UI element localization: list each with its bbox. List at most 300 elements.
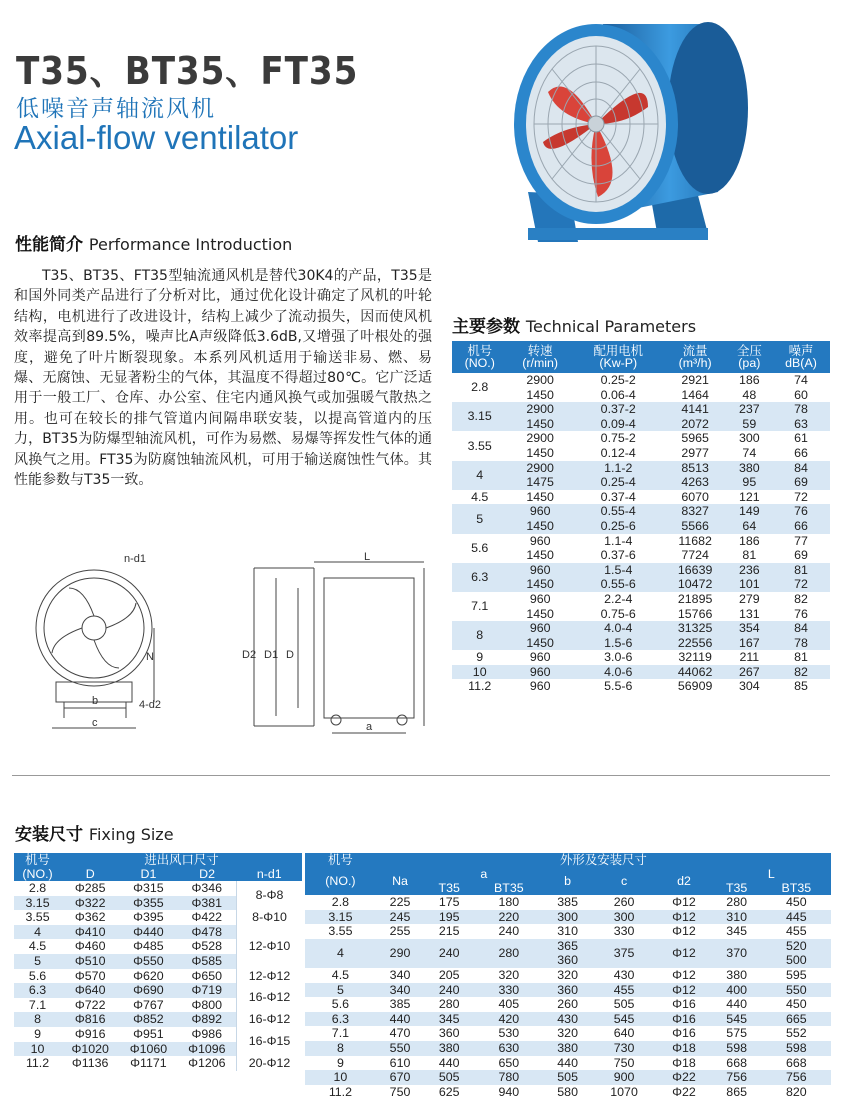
tech-cell: 2900	[526, 373, 554, 387]
fix2-cell: 440	[438, 1055, 460, 1070]
fix1-cell: Φ916	[74, 1026, 106, 1041]
fix1-cell: Φ1206	[188, 1056, 226, 1071]
fix2-cell: Φ16	[672, 997, 696, 1012]
tech-header-3	[664, 341, 727, 373]
fix2-cell: Φ22	[672, 1084, 696, 1099]
table-row	[305, 1056, 831, 1071]
tech-cell: 10472	[664, 577, 727, 592]
fix2-cell: 300	[543, 910, 591, 925]
tech-cell: 77	[794, 533, 808, 548]
fix1-cell: 4.5	[28, 939, 47, 954]
fix2-cell: 455	[785, 924, 807, 939]
label-nd1: n-d1	[124, 553, 147, 565]
fix1-cell: Φ852	[119, 1012, 177, 1027]
fix2-cell: 865	[726, 1084, 747, 1099]
tech-cell: 960	[529, 533, 551, 548]
fix1-cell: Φ528	[191, 939, 223, 954]
fix2-cell: 5	[305, 983, 376, 998]
tech-cell: 960	[507, 621, 573, 636]
tech-cell: 56909	[677, 679, 713, 694]
label-b: b	[92, 695, 99, 707]
tech-header-2	[573, 341, 664, 373]
tech-cell: 64	[727, 519, 772, 534]
tech-cell: 81	[742, 548, 757, 563]
fix2-cell: 240	[424, 939, 474, 968]
table-row	[452, 607, 830, 622]
fix2-cell: 750	[389, 1084, 411, 1099]
tech-header-4	[727, 341, 772, 373]
tech-cell-no: 8	[452, 621, 507, 650]
fix1-cell: Φ640	[61, 983, 119, 998]
fix1-cell: 5	[14, 954, 61, 969]
tech-cell: 186	[738, 373, 760, 387]
fix2-header-L-T35: T35	[712, 881, 762, 895]
fix2-cell: 550	[376, 1041, 424, 1056]
tech-cell: 8327	[664, 504, 727, 519]
fix2-cell: 4	[305, 939, 376, 968]
tech-cell-no: 4	[452, 461, 507, 490]
fix1-cell: Φ892	[178, 1012, 237, 1027]
tech-cell: 380	[727, 461, 772, 476]
fix1-cell: Φ1096	[178, 1042, 237, 1057]
fix2-cell: 430	[543, 1012, 591, 1027]
fix1-cell: Φ322	[61, 896, 119, 911]
tech-cell: 236	[727, 563, 772, 578]
tech-cell: 4.0-6	[573, 665, 664, 680]
tech-cell: 1450	[507, 636, 573, 651]
table-row	[452, 461, 830, 476]
fix2-cell: 545	[712, 1012, 762, 1027]
label-N: N	[146, 651, 154, 663]
fix2-cell: 598	[712, 1041, 762, 1056]
fix2-header-no-en: (NO.)	[305, 867, 376, 895]
tech-cell: 82	[794, 591, 808, 606]
fix2-cell: 665	[762, 1012, 831, 1027]
fix1-cell: Φ800	[191, 997, 223, 1012]
tech-cell: 304	[738, 679, 760, 694]
fix2-cell: Φ12	[656, 939, 711, 968]
tech-cell: 21895	[677, 591, 713, 606]
fix2-cell: 260	[557, 997, 578, 1012]
fix2-cell: 595	[785, 967, 807, 982]
tech-cell: 60	[794, 387, 808, 402]
tech-header-3-cn: 流量	[682, 344, 708, 358]
table-row	[14, 925, 302, 940]
label-D: D	[286, 649, 294, 661]
tech-cell: 16639	[664, 563, 727, 578]
table-row	[14, 1012, 302, 1027]
tech-table	[452, 341, 830, 694]
tech-header-4-cn: 全压	[736, 344, 762, 358]
tech-cell: 22556	[664, 636, 727, 651]
fix1-cell: 6.3	[14, 983, 61, 998]
tech-cell: 1464	[681, 387, 709, 402]
tech-header-2-cn: 配用电机	[593, 344, 644, 358]
table-row	[14, 983, 302, 998]
table-row	[452, 519, 830, 534]
fix2-cell: 215	[438, 924, 460, 939]
table-row	[305, 968, 831, 983]
tech-cell: 1450	[507, 577, 573, 592]
tech-cell: 0.37-4	[600, 489, 636, 504]
fix1-cell: Φ816	[61, 1012, 119, 1027]
fix2-cell: 575	[726, 1026, 747, 1041]
fix2-cell: 420	[474, 1012, 543, 1027]
fix1-cell: Φ510	[61, 954, 119, 969]
tech-cell-no: 6.3	[452, 563, 507, 592]
performance-heading-en: Performance Introduction	[88, 235, 293, 254]
tech-cell: 66	[794, 445, 808, 460]
fix1-cell: Φ951	[133, 1026, 164, 1041]
table-row	[452, 592, 830, 607]
table-row	[452, 665, 830, 680]
tech-cell: 3.0-6	[604, 650, 633, 665]
fix1-header-D: D	[61, 867, 119, 881]
fixing-heading-cn: 安装尺寸	[15, 825, 83, 845]
tech-cell: 84	[772, 461, 830, 476]
fix2-cell: 610	[389, 1055, 411, 1070]
fix2-cell: 330	[474, 983, 543, 998]
tech-cell: 2900	[526, 431, 554, 446]
tech-cell: 0.06-4	[600, 387, 636, 402]
tech-cell: 48	[742, 387, 757, 402]
fixing-table-outline	[305, 853, 831, 1099]
tech-cell: 1475	[507, 475, 573, 490]
fix2-cell: 440	[376, 1012, 424, 1027]
tech-cell: 5965	[681, 431, 709, 446]
fix2-cell: 650	[498, 1055, 520, 1070]
tech-cell: 279	[738, 591, 760, 606]
tech-cell-no: 3.15	[452, 402, 507, 431]
fix2-cell: 225	[389, 895, 411, 909]
fix1-cell-nd1: 16-Φ12	[237, 1012, 302, 1027]
tech-header-2-en: (Kw-P)	[599, 356, 638, 370]
fix2-cell: 380	[424, 1041, 474, 1056]
fix1-cell: Φ690	[119, 983, 177, 998]
tech-cell: 81	[794, 650, 808, 665]
tech-cell: 0.55-4	[573, 504, 664, 519]
fix2-cell: 530	[498, 1026, 520, 1041]
performance-heading	[15, 230, 292, 255]
tech-cell: 82	[772, 665, 830, 680]
table-row	[452, 650, 830, 665]
fix2-cell: 940	[498, 1084, 520, 1099]
tech-cell: 84	[772, 621, 830, 636]
fix2-cell: Φ12	[656, 910, 711, 925]
tech-cell: 1450	[526, 489, 554, 504]
tech-header-5	[772, 341, 830, 373]
fix2-cell: 470	[389, 1026, 411, 1041]
subtitle-cn: 低噪音声轴流风机	[16, 96, 216, 122]
fix2-cell: 245	[376, 910, 424, 925]
fix2-cell: 380	[726, 967, 747, 982]
fix2-cell: Φ12	[672, 967, 696, 982]
tech-cell: 5566	[664, 519, 727, 534]
tech-cell: 960	[507, 504, 573, 519]
tech-cell: 1450	[507, 417, 573, 432]
table-row	[14, 1027, 302, 1042]
fix2-cell: Φ12	[672, 895, 696, 909]
fix1-cell-nd1: 20-Φ12	[237, 1056, 302, 1071]
fix2-cell: 370	[712, 939, 762, 968]
tech-cell: 63	[772, 417, 830, 432]
fix1-cell: Φ381	[178, 896, 237, 911]
fix1-cell-nd1: 8-Φ8	[237, 881, 302, 910]
tech-cell: 354	[727, 621, 772, 636]
fix1-cell: 3.55	[25, 910, 50, 925]
fix2-cell: 220	[474, 910, 543, 925]
fix2-cell: 320	[557, 967, 578, 982]
tech-header-1-en: (r/min)	[522, 356, 559, 370]
fix2-cell: 450	[785, 997, 807, 1012]
tech-header-0-cn: 机号	[467, 344, 493, 358]
tech-cell: 32119	[678, 650, 712, 665]
fix1-cell: Φ550	[119, 954, 177, 969]
tech-header-5-en: dB(A)	[785, 356, 817, 370]
fix1-cell: Φ362	[74, 910, 106, 925]
tech-cell: 74	[742, 445, 757, 460]
tech-cell: 74	[794, 373, 808, 387]
tech-cell-no: 7.1	[471, 599, 489, 614]
fix1-cell: Φ585	[178, 954, 237, 969]
fix2-header-L: L	[712, 867, 831, 881]
tech-cell: 76	[772, 504, 830, 519]
fix2-cell: 4.5	[331, 967, 350, 982]
tech-cell: 4.0-4	[573, 621, 664, 636]
fix1-header-no: 机号	[14, 853, 61, 867]
fix2-cell: 505	[613, 997, 635, 1012]
fix2-cell: 550	[762, 983, 831, 998]
tech-cell: 2072	[664, 417, 727, 432]
tech-cell: 167	[727, 636, 772, 651]
fix1-cell: 4	[14, 925, 61, 940]
fixing-heading	[15, 820, 174, 845]
fix2-cell: 360	[438, 1026, 460, 1041]
fix1-cell: Φ620	[133, 968, 164, 983]
tech-cell: 0.55-6	[573, 577, 664, 592]
fix1-cell: Φ1060	[119, 1042, 177, 1057]
tech-cell: 1.1-2	[573, 461, 664, 476]
page-title: T35、BT35、FT35	[16, 49, 359, 93]
tech-cell: 131	[738, 606, 760, 621]
tech-header-1	[507, 341, 573, 373]
tech-cell: 1450	[526, 548, 554, 563]
tech-cell: 960	[507, 563, 573, 578]
fix1-cell: Φ1136	[71, 1056, 109, 1071]
table-row	[452, 490, 830, 505]
fix2-cell: 340	[376, 983, 424, 998]
fix2-cell: 455	[592, 983, 657, 998]
tech-header-0	[452, 341, 507, 373]
fix1-cell: 2.8	[28, 881, 47, 895]
fix1-cell: Φ722	[74, 997, 106, 1012]
fix2-cell: 445	[762, 910, 831, 925]
fix2-cell: 280	[438, 997, 460, 1012]
fix2-cell: 5.6	[331, 997, 350, 1012]
fix1-cell-nd1: 16-Φ15	[237, 1027, 302, 1056]
tech-cell: 6070	[681, 489, 709, 504]
fix2-cell: 580	[557, 1084, 578, 1099]
table-row	[305, 983, 831, 998]
fix1-header-no-en: (NO.)	[14, 867, 61, 881]
tech-cell: 15766	[677, 606, 713, 621]
tech-cell: 149	[727, 504, 772, 519]
tech-heading	[452, 312, 696, 337]
fix2-cell: 6.3	[305, 1012, 376, 1027]
fix2-cell: 280	[726, 895, 747, 909]
fix2-header-a: a	[424, 867, 543, 881]
tech-cell: 7724	[681, 548, 709, 563]
fix1-cell-nd1: 12-Φ12	[237, 969, 302, 984]
fix1-cell: Φ422	[191, 910, 223, 925]
fix2-cell: 180	[498, 895, 520, 909]
fix1-cell: Φ315	[133, 881, 164, 895]
tech-cell: 0.75-6	[600, 606, 636, 621]
tech-cell: 0.25-4	[573, 475, 664, 490]
fix2-cell: 345	[424, 1012, 474, 1027]
table-row	[305, 1070, 831, 1085]
table-row	[452, 577, 830, 592]
fix2-header-a-T35: T35	[424, 881, 474, 895]
tech-cell: 1450	[526, 445, 554, 460]
fix2-cell: 385	[389, 997, 411, 1012]
fix2-cell: 900	[592, 1070, 657, 1085]
tech-cell: 300	[738, 431, 760, 446]
fix2-cell: 290	[376, 939, 424, 968]
fix2-cell: 375	[592, 939, 657, 968]
performance-heading-cn: 性能简介	[15, 235, 83, 255]
table-row	[452, 431, 830, 446]
tech-cell: 5.5-6	[604, 679, 633, 694]
table-row	[14, 969, 302, 984]
fix2-cell: Φ18	[656, 1041, 711, 1056]
fix2-cell: 668	[785, 1055, 807, 1070]
fix2-cell: 668	[726, 1055, 747, 1070]
fix2-cell: 430	[613, 967, 635, 982]
fix1-cell: Φ650	[191, 968, 223, 983]
fix2-header-c: c	[592, 867, 657, 895]
fix1-cell: 10	[14, 1042, 61, 1057]
fix1-cell: Φ460	[74, 939, 106, 954]
tech-cell: 72	[772, 577, 830, 592]
fix2-cell: Φ12	[656, 983, 711, 998]
table-row	[305, 997, 831, 1012]
fix1-cell: 8	[14, 1012, 61, 1027]
fix1-cell-nd1: 8-Φ10	[237, 910, 302, 925]
tech-cell-no: 9	[476, 650, 484, 665]
label-D1: D1	[264, 649, 279, 661]
fix2-cell: 625	[438, 1084, 460, 1099]
tech-cell: 31325	[664, 621, 727, 636]
fix2-cell: 7.1	[331, 1026, 350, 1041]
table-row	[14, 1056, 302, 1071]
fix2-header-a-BT35: BT35	[474, 881, 543, 895]
fix2-cell: 195	[424, 910, 474, 925]
fix1-cell: Φ767	[133, 997, 164, 1012]
table-row	[305, 1041, 831, 1056]
tech-cell: 76	[794, 606, 808, 621]
fix2-cell: 345	[726, 924, 747, 939]
tech-cell-no: 5.6	[471, 540, 489, 555]
fix2-cell: 3.55	[328, 924, 353, 939]
tech-cell: 0.09-4	[573, 417, 664, 432]
fix1-cell: Φ485	[133, 939, 164, 954]
table-row	[452, 373, 830, 388]
fix2-cell: 405	[498, 997, 520, 1012]
tech-header-0-en: (NO.)	[464, 356, 495, 370]
fix2-cell: 10	[305, 1070, 376, 1085]
table-row	[452, 417, 830, 432]
fix2-cell: 505	[543, 1070, 591, 1085]
fix2-cell: 255	[389, 924, 411, 939]
tech-cell-no: 11.2	[468, 679, 492, 694]
fix2-cell: 360	[543, 983, 591, 998]
fix2-cell: Φ16	[672, 1026, 696, 1041]
table-row	[305, 939, 831, 968]
fix1-header-group: 进出风口尺寸	[61, 853, 302, 867]
fix1-cell-nd1: 12-Φ10	[237, 925, 302, 969]
tech-cell: 960	[529, 679, 551, 694]
fix2-cell: 598	[762, 1041, 831, 1056]
tech-cell: 69	[772, 475, 830, 490]
tech-cell: 78	[772, 636, 830, 651]
tech-cell: 69	[794, 548, 808, 563]
tech-cell: 960	[529, 591, 551, 606]
fix2-cell: 340	[389, 967, 411, 982]
tech-cell: 0.25-6	[573, 519, 664, 534]
tech-cell-no: 4.5	[471, 489, 489, 504]
fix2-cell: 320	[557, 1026, 578, 1041]
fix2-cell: 756	[762, 1070, 831, 1085]
fix2-cell: 175	[438, 895, 460, 909]
dimension-drawing	[14, 548, 434, 748]
tech-cell: 1.5-6	[573, 636, 664, 651]
tech-cell: 960	[529, 650, 551, 665]
fix2-cell: 400	[712, 983, 762, 998]
tech-cell: 85	[794, 679, 808, 694]
fix2-cell: 730	[592, 1041, 657, 1056]
table-row	[305, 1026, 831, 1041]
fix1-cell: Φ719	[178, 983, 237, 998]
fix1-cell: Φ1171	[130, 1056, 167, 1071]
fix1-header-D1: D1	[119, 867, 177, 881]
table-row	[305, 895, 831, 910]
table-row	[452, 402, 830, 417]
table-row	[305, 1085, 831, 1100]
tech-cell: 11682	[678, 533, 712, 548]
tech-header-3-en: (m³/h)	[678, 356, 712, 370]
fix2-cell: 205	[438, 967, 460, 982]
fix1-cell: 5.6	[28, 968, 47, 983]
label-4d2: 4-d2	[139, 699, 162, 711]
subtitle-en: Axial-flow ventilator	[14, 119, 299, 156]
tech-cell: 72	[794, 489, 808, 504]
fix1-cell: Φ410	[61, 925, 119, 940]
fix2-cell: 380	[543, 1041, 591, 1056]
fix1-cell-nd1: 16-Φ12	[237, 983, 302, 1012]
fix1-cell: Φ570	[74, 968, 106, 983]
fix2-cell: 385	[557, 895, 578, 909]
fix2-header-group: 外形及安装尺寸	[376, 853, 831, 867]
tech-cell: 1450	[507, 519, 573, 534]
table-row	[305, 910, 831, 925]
fix1-cell: 3.15	[14, 896, 61, 911]
label-D2: D2	[242, 649, 257, 661]
fix2-cell: 260	[613, 895, 635, 909]
tech-cell: 2921	[681, 373, 709, 387]
fix1-header-D2: D2	[178, 867, 237, 881]
tech-cell-no: 10	[452, 665, 507, 680]
